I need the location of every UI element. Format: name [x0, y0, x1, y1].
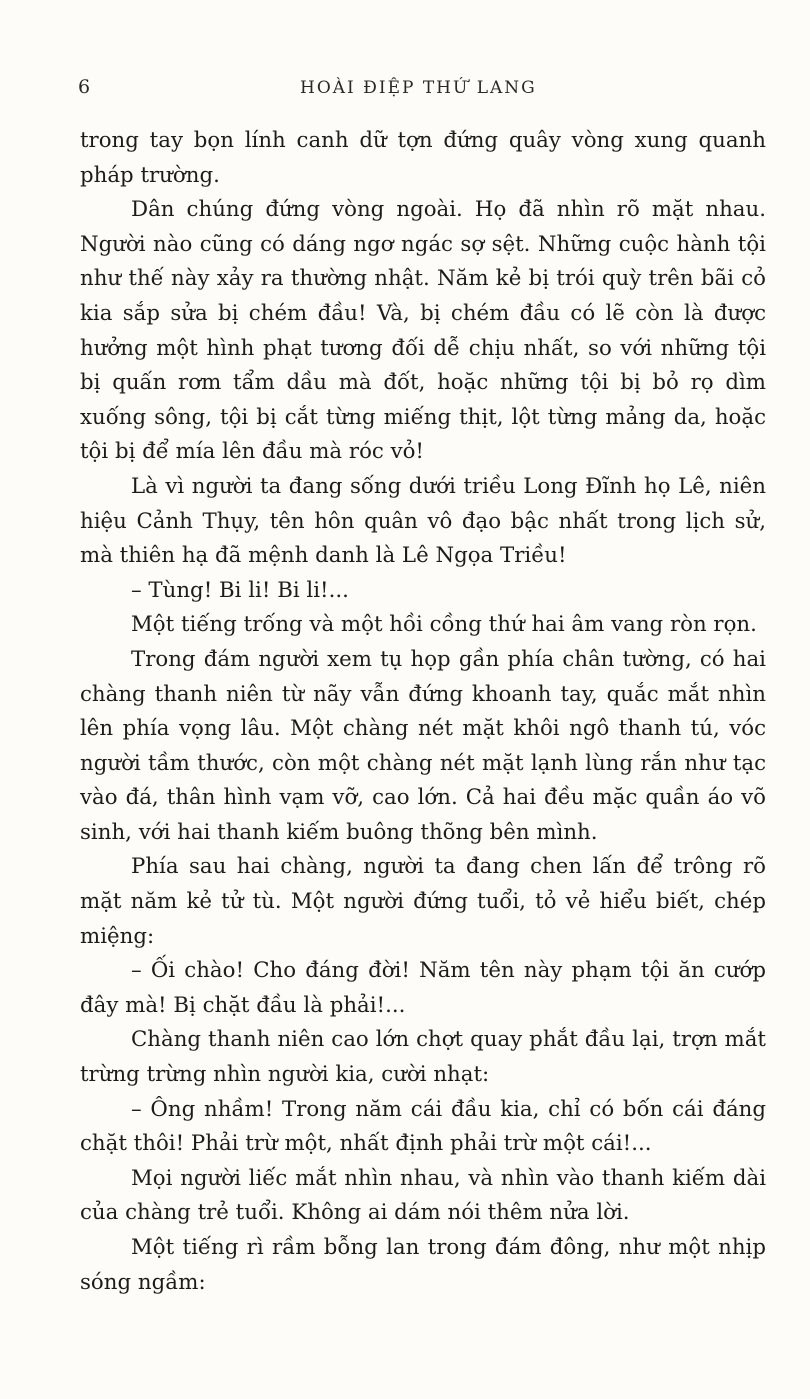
running-head: HOÀI ĐIỆP THỨ LANG — [300, 78, 537, 98]
body-text — [80, 124, 766, 1300]
dialogue-line: – Ông nhầm! Trong năm cái đầu kia, chỉ có bốn cái đáng chặt thôi! Phải trừ một, nhất định phải trừ một cái!... — [80, 1096, 766, 1157]
dialogue-line: – Tùng! Bi li! Bi li!... — [131, 577, 349, 603]
paragraph: Mọi người liếc mắt nhìn nhau, và nhìn vào thanh kiếm dài của chàng trẻ tuổi. Không ai dám nói thêm nửa lời. — [80, 1165, 766, 1226]
paragraph: Một tiếng rì rầm bỗng lan trong đám đông, như một nhịp sóng ngầm: — [80, 1235, 766, 1295]
paragraph: trong tay bọn lính canh dữ tợn đứng quây vòng xung quanh pháp trường. — [80, 128, 766, 188]
paragraph: Chàng thanh niên cao lớn chợt quay phắt đầu lại, trợn mắt trừng trừng nhìn người kia, cười nhạt: — [80, 1027, 766, 1088]
paragraph: Là vì người ta đang sống dưới triều Long Đĩnh họ Lê, niên hiệu Cảnh Thụy, tên hôn quân vô đạo bậc nhất trong lịch sử, mà thiên hạ đã mệnh danh là Lê Ngọa Triều! — [80, 473, 766, 569]
paragraph: Phía sau hai chàng, người ta đang chen lấn để trông rõ mặt năm kẻ tử tù. Một người đứng tuổi, tỏ vẻ hiểu biết, chép miệng: — [80, 854, 766, 949]
paragraph: Dân chúng đứng vòng ngoài. Họ đã nhìn rõ mặt nhau. Người nào cũng có dáng ngơ ngác sợ sệt. Những cuộc hành tội như thế này xảy ra thường nhật. Năm kẻ bị trói quỳ trên bãi cỏ kia sắp sửa bị chém đầu! Và, bị chém đầu có lẽ còn là được hưởng một hình phạt tương đối dễ chịu nhất, so với những tội bị quấn rơm tẩm dầu mà đốt, hoặc những tội bị bỏ rọ dìm xuống sông, tội bị cắt từng miếng thịt, lột từng mảng da, hoặc tội bị để mía lên đầu mà róc vỏ! — [80, 197, 766, 465]
paragraph: Trong đám người xem tụ họp gần phía chân tường, có hai chàng thanh niên từ nãy vẫn đứng khoanh tay, quắc mắt nhìn lên phía vọng lâu. Một chàng nét mặt khôi ngô thanh tú, vóc người tầm thước, còn một chàng nét mặt lạnh lùng rắn như tạc vào đá, thân hình vạm vỡ, cao lớn. Cả hai đều mặc quần áo võ sinh, với hai thanh kiếm buông thõng bên mình. — [80, 646, 766, 845]
page-number: 6 — [78, 76, 92, 98]
paragraph: Một tiếng trống và một hồi cồng thứ hai âm vang ròn rọn. — [131, 612, 757, 638]
dialogue-line: – Ối chào! Cho đáng đời! Năm tên này phạm tội ăn cướp đây mà! Bị chặt đầu là phải!... — [80, 958, 766, 1018]
